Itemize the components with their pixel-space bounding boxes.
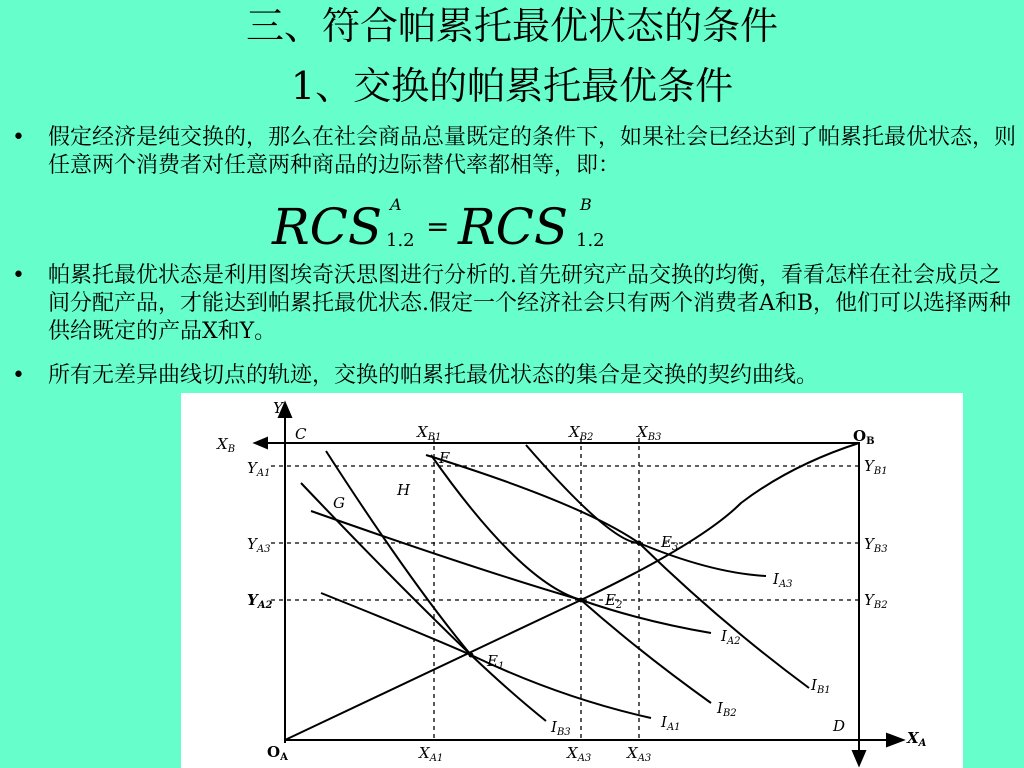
label-xa3-b: $X_{A3}$	[627, 744, 652, 764]
curve-ia2	[311, 511, 711, 633]
point-e1	[469, 653, 474, 658]
bullet-dot: •	[12, 125, 25, 150]
label-yb3: $Y_{B3}$	[864, 535, 888, 555]
bullet-dot: •	[12, 363, 25, 388]
label-h: H	[397, 481, 411, 499]
label-xb2: $X_{B2}$	[569, 423, 594, 443]
bullet-3-text: 所有无差异曲线切点的轨迹，交换的帕累托最优状态的集合是交换的契约曲线。	[48, 363, 819, 388]
label-oa: $O_A$	[267, 743, 288, 763]
label-ya: $Y_A$	[273, 399, 291, 419]
curve-ib1	[526, 445, 809, 688]
slide-title-line1: 三、符合帕累托最优状态的条件	[245, 4, 778, 48]
label-f: F	[439, 449, 450, 467]
label-e3: $E_3$	[661, 533, 679, 553]
label-ya1: $Y_{A1}$	[247, 459, 271, 479]
label-d: D	[833, 717, 846, 735]
bullet-1	[8, 124, 1018, 180]
bullet-1-text: 假定经济是纯交换的，那么在社会商品总量既定的条件下，如果社会已经达到了帕累托最优状态，则任意两个消费者对任意两种商品的边际替代率都相等，即：	[48, 125, 1017, 178]
label-e1: $E_1$	[487, 652, 505, 672]
label-ia1: $I_{A1}$	[661, 713, 681, 733]
label-ya3: $Y_{A3}$	[247, 535, 271, 555]
formula-lhs-sup: A	[390, 195, 402, 214]
label-yb1: $Y_{B1}$	[864, 457, 888, 477]
slide-title-line2: 1、交换的帕累托最优条件	[290, 64, 734, 108]
label-xa1: $X_{A1}$	[419, 744, 444, 764]
yb-arrow	[853, 751, 865, 765]
label-c: C	[295, 425, 307, 443]
label-yb2: $Y_{B2}$	[864, 591, 888, 611]
label-xb1: $X_{B1}$	[417, 423, 442, 443]
label-xb3: $X_{B3}$	[637, 423, 662, 443]
xb-arrow	[255, 438, 267, 448]
formula-equals: =	[426, 210, 450, 243]
formula-rhs-sub: 1.2	[576, 230, 605, 251]
point-e2	[579, 598, 584, 603]
formula-rhs-sup: B	[580, 195, 592, 214]
label-g: G	[333, 494, 345, 512]
label-ya2: $Y_{A2}$	[247, 591, 273, 611]
label-xb: $X_B$	[217, 435, 236, 455]
bullet-2-text: 帕累托最优状态是利用图埃奇沃思图进行分析的.首先研究产品交换的均衡，看看怎样在社会成员之间分配产品，才能达到帕累托最优状态.假定一个经济社会只有两个消费者A和B，他们可以选择两种供给既定的产品X和Y。	[48, 263, 1012, 344]
label-xa3-a: $X_{A3}$	[567, 744, 592, 764]
label-ib3: $I_{B3}$	[551, 718, 571, 738]
label-ib2: $I_{B2}$	[717, 699, 737, 719]
rcs-equality-formula	[270, 192, 630, 252]
label-xa: $X_A$	[907, 729, 927, 749]
point-e3	[637, 541, 642, 546]
label-e2: $E_2$	[605, 591, 623, 611]
bullet-3	[8, 362, 1018, 390]
formula-lhs: RCS	[272, 198, 383, 252]
formula-lhs-sub: 1.2	[386, 230, 415, 251]
edgeworth-box-diagram	[181, 393, 963, 768]
label-ob: $O_B$	[853, 427, 875, 447]
curve-ib3	[326, 451, 546, 721]
bullet-2	[8, 262, 1018, 346]
label-ia2: $I_{A2}$	[721, 627, 741, 647]
curve-ib2	[431, 455, 711, 703]
label-ia3: $I_{A3}$	[773, 570, 793, 590]
xa-arrow	[887, 734, 903, 746]
curve-g	[301, 483, 471, 655]
label-ib1: $I_{B1}$	[811, 676, 831, 696]
formula-rhs: RCS	[458, 198, 569, 252]
bullet-dot: •	[12, 263, 25, 288]
